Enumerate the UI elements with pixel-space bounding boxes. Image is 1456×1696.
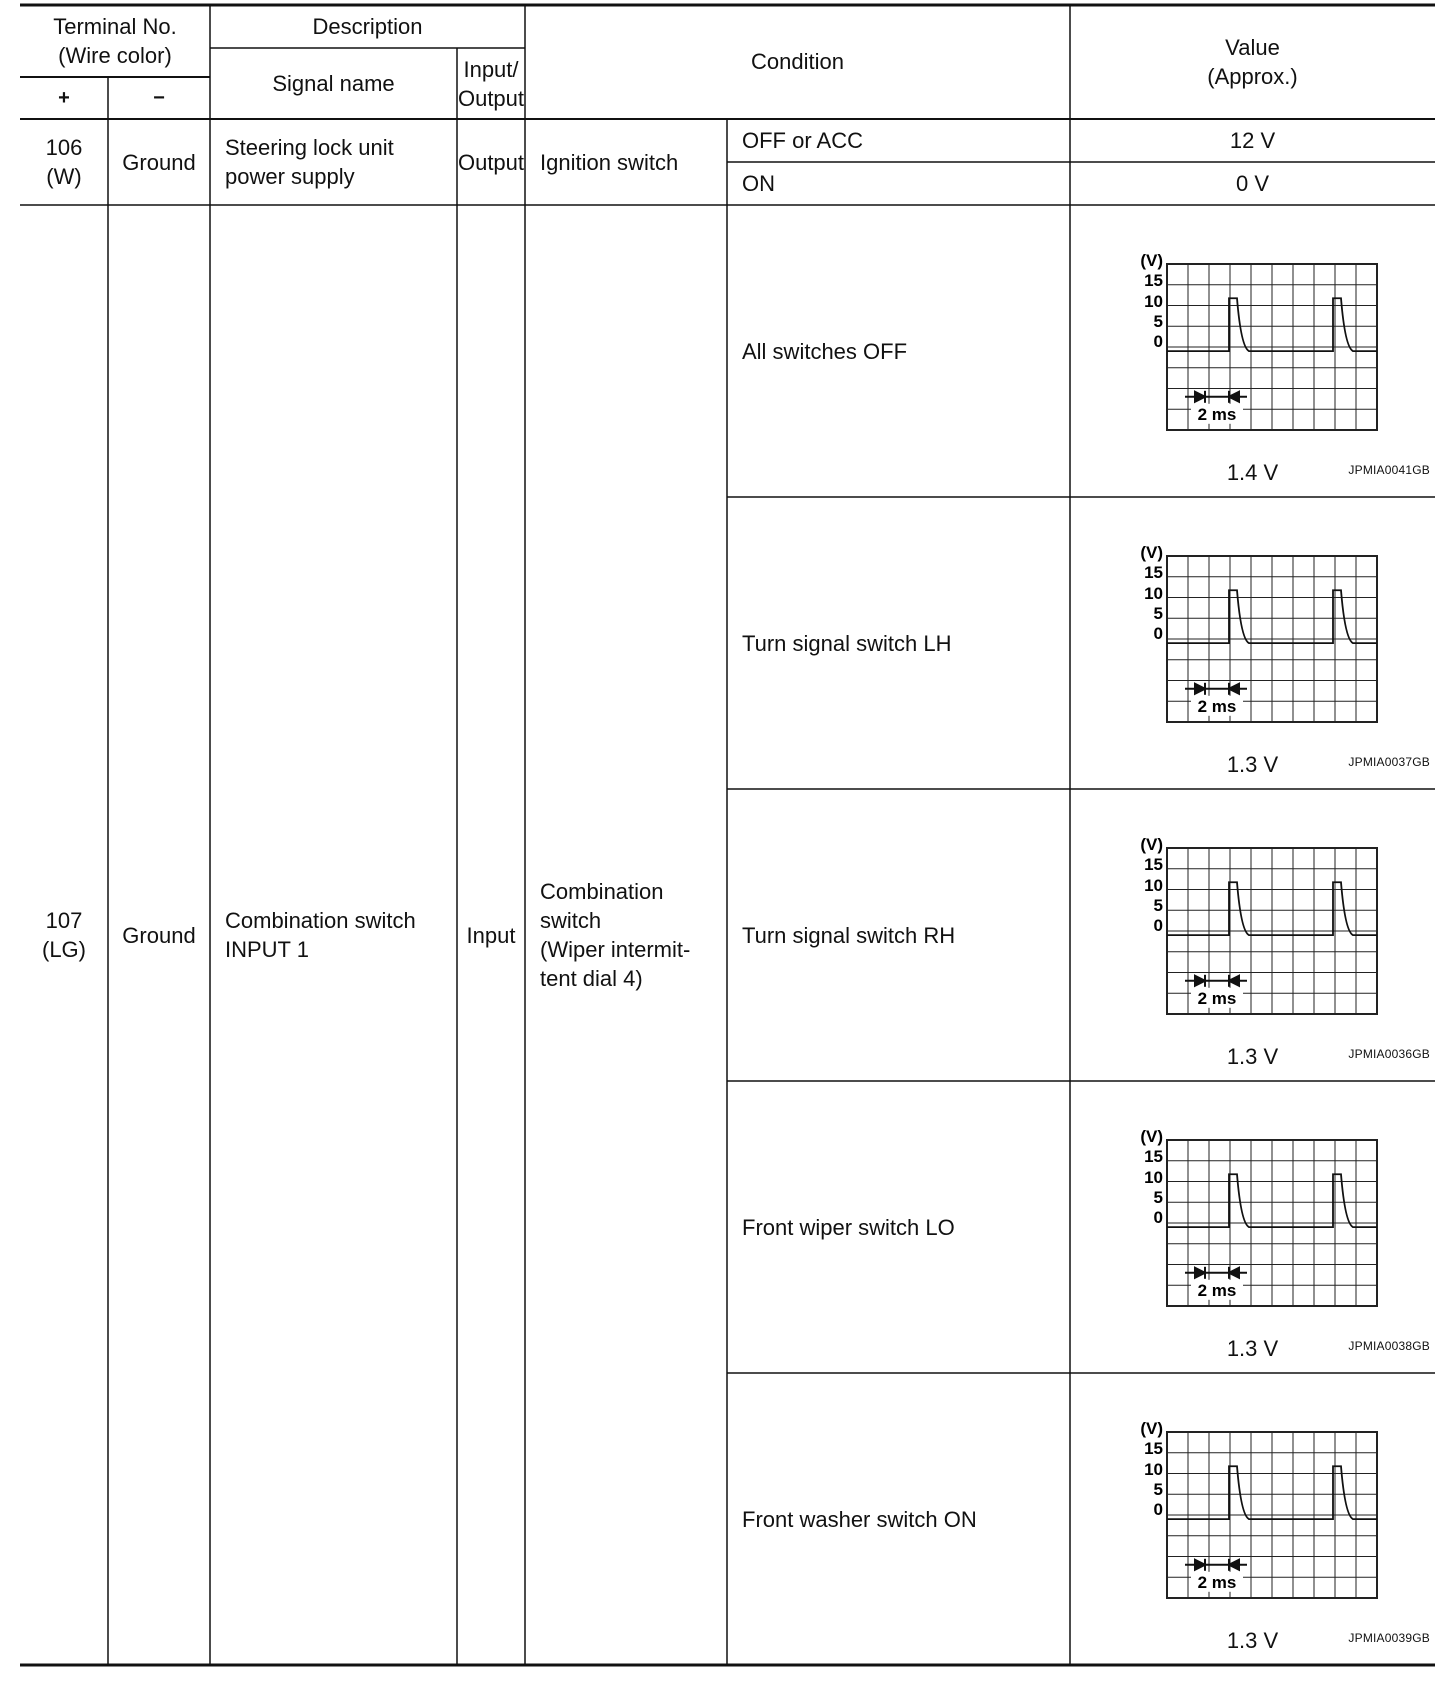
time-label: 2 ms <box>1197 988 1237 1008</box>
row-107-state-label: Turn signal switch RH <box>742 922 956 948</box>
scope-tick-label: 0 <box>1153 624 1163 643</box>
row-107-state-value: 1.3 V <box>1226 1336 1279 1361</box>
row-106-state-value: 0 V <box>1235 171 1270 196</box>
scope-tick-label: 5 <box>1153 312 1163 331</box>
figure-code: JPMIA0036GB <box>1348 1047 1430 1061</box>
waveform-plot <box>1110 248 1430 463</box>
figure-code: JPMIA0038GB <box>1348 1339 1430 1353</box>
time-label: 2 ms <box>1197 696 1237 716</box>
figure-code: JPMIA0037GB <box>1348 755 1430 769</box>
time-marker <box>1185 975 1247 987</box>
scope-tick-label: 10 <box>1144 1168 1163 1187</box>
row-107-state-label: Front wiper switch LO <box>742 1214 955 1240</box>
time-marker <box>1185 1559 1247 1571</box>
row-107-state-label: Front washer switch ON <box>742 1506 977 1532</box>
row-106-terminal: 106 (W) <box>45 135 83 189</box>
row-106-io: Output <box>457 149 525 175</box>
scope-tick-label: 5 <box>1153 604 1163 623</box>
header-description: Description <box>312 13 423 39</box>
scope-tick-label: 0 <box>1153 332 1163 351</box>
scope-tick-label: 5 <box>1153 1480 1163 1499</box>
scope-tick-label: 15 <box>1144 1439 1163 1458</box>
time-label: 2 ms <box>1197 404 1237 424</box>
scope-tick-label: 0 <box>1153 1500 1163 1519</box>
row-107-signal-name: Combination switch INPUT 1 <box>225 908 416 962</box>
scope-tick-label: 5 <box>1153 1188 1163 1207</box>
header-plus: + <box>58 86 70 109</box>
scope-tick-label: 15 <box>1144 1147 1163 1166</box>
row-106-signal-name: Steering lock unit power supply <box>225 135 394 189</box>
time-marker <box>1185 683 1247 695</box>
scope-tick-label: 10 <box>1144 1460 1163 1479</box>
row-107-state-value: 1.3 V <box>1226 1044 1279 1069</box>
header-signal-name: Signal name <box>272 71 395 96</box>
terminal-table <box>20 4 1435 1668</box>
header-minus: − <box>153 86 165 109</box>
row-107-io: Input <box>466 922 516 948</box>
scope-tick-label: 0 <box>1153 1208 1163 1227</box>
header-terminal-no: Terminal No. (Wire color) <box>53 13 177 68</box>
oscilloscope-waveform <box>1110 832 1430 1067</box>
row-106-state-value: 12 V <box>1229 128 1276 153</box>
header-condition: Condition <box>751 49 844 74</box>
scope-unit-label: (V) <box>1140 835 1163 854</box>
row-107-state-label: All switches OFF <box>742 338 908 364</box>
oscilloscope-waveform <box>1110 540 1430 775</box>
row-106-minus: Ground <box>122 149 196 175</box>
waveform-plot <box>1110 540 1430 755</box>
scope-tick-label: 0 <box>1153 916 1163 935</box>
row-107-state-value: 1.4 V <box>1226 460 1279 485</box>
scope-unit-label: (V) <box>1140 1419 1163 1438</box>
row-107-terminal: 107 (LG) <box>42 908 86 962</box>
time-label: 2 ms <box>1197 1572 1237 1592</box>
oscilloscope-waveform <box>1110 1124 1430 1359</box>
scope-tick-label: 10 <box>1144 876 1163 895</box>
time-marker <box>1185 1267 1247 1279</box>
oscilloscope-waveform <box>1110 1416 1430 1651</box>
scope-unit-label: (V) <box>1140 1127 1163 1146</box>
row-107-condition: Combination switch (Wiper intermit- tent dial 4) <box>540 879 691 991</box>
row-106-condition: Ignition switch <box>540 149 679 175</box>
figure-code: JPMIA0039GB <box>1348 1631 1430 1645</box>
waveform-plot <box>1110 1124 1430 1339</box>
row-107-state-label: Turn signal switch LH <box>742 630 952 656</box>
row-107-state-value: 1.3 V <box>1226 1628 1279 1653</box>
scope-tick-label: 15 <box>1144 855 1163 874</box>
time-marker <box>1185 391 1247 403</box>
row-107-state-value: 1.3 V <box>1226 752 1279 777</box>
row-107-minus: Ground <box>122 922 196 948</box>
scope-unit-label: (V) <box>1140 543 1163 562</box>
figure-code: JPMIA0041GB <box>1348 463 1430 477</box>
scope-tick-label: 5 <box>1153 896 1163 915</box>
header-value: Value (Approx.) <box>1207 34 1298 89</box>
waveform-plot <box>1110 1416 1430 1631</box>
row-106-state-label: ON <box>742 171 775 196</box>
header-input-output: Input/ Output <box>457 56 525 111</box>
scope-tick-label: 15 <box>1144 271 1163 290</box>
time-label: 2 ms <box>1197 1280 1237 1300</box>
waveform-plot <box>1110 832 1430 1047</box>
scope-tick-label: 10 <box>1144 584 1163 603</box>
row-106-state-label: OFF or ACC <box>742 128 864 153</box>
scope-unit-label: (V) <box>1140 251 1163 270</box>
oscilloscope-waveform <box>1110 248 1430 483</box>
scope-tick-label: 15 <box>1144 563 1163 582</box>
scope-tick-label: 10 <box>1144 292 1163 311</box>
